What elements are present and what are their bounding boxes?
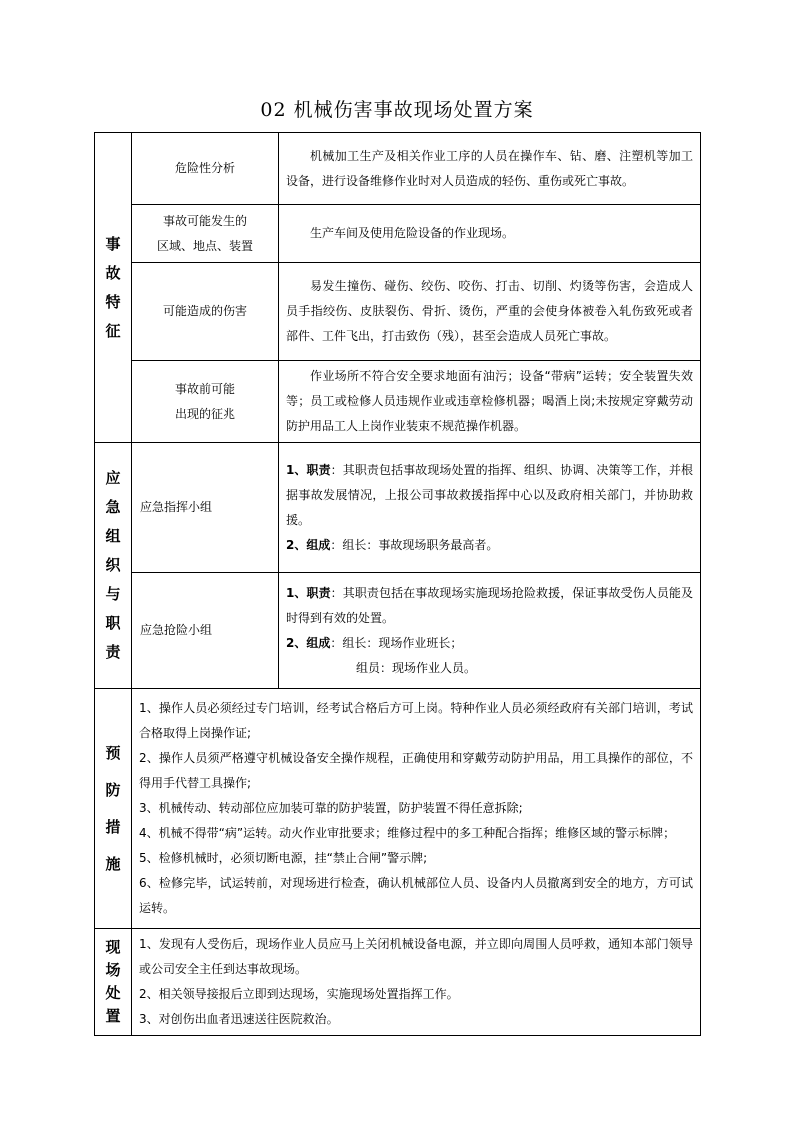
emergency-plan-table xyxy=(94,132,701,1036)
warning-signs-text: 作业场所不符合安全要求地面有油污；设备“带病”运转；安全装置失效等；员工或检修人员违规作业或违章检修机器；喝酒上岗;未按规定穿戴劳动防护用品工人上岗作业装束不规范操作机器。 xyxy=(279,361,701,443)
table-row xyxy=(95,133,701,205)
section-label-accident-features: 事 故 特 征 xyxy=(95,133,132,443)
group-command-details: 1、职责：其职责包括事故现场处置的指挥、组织、协调、决策等工作，并根据事故发展情况，上报公司事故救援指挥中心以及政府相关部门，并协助救援。 2、组成：组长：事故现场职务最高者。 xyxy=(279,443,701,573)
onsite-handling xyxy=(132,929,701,1036)
category-hazard-analysis: 危险性分析 xyxy=(132,133,279,205)
list-item: 2、操作人员须严格遵守机械设备安全操作规程，正确使用和穿戴劳动防护用品，用工具操作的部位，不得用手代替工具操作; xyxy=(139,751,694,790)
list-item: 1、发现有人受伤后，现场作业人员应马上关闭机械设备电源，并立即向周围人员呼救，通知本部门领导或公司安全主任到达事故现场。 xyxy=(139,937,694,976)
hazard-analysis-text: 机械加工生产及相关作业工序的人员在操作车、钻、磨、注塑机等加工设备，进行设备维修作业时对人员造成的轻伤、重伤或死亡事故。 xyxy=(279,133,701,205)
table-row xyxy=(95,361,701,443)
list-item: 3、对创伤出血者迅速送往医院救治。 xyxy=(139,1012,339,1026)
location-text: 生产车间及使用危险设备的作业现场。 xyxy=(279,205,701,263)
possible-injury-text: 易发生撞伤、碰伤、绞伤、咬伤、打击、切削、灼烫等伤害，会造成人员手指绞伤、皮肤裂伤、骨折、烫伤，严重的会使身体被卷入轧伤致死或者部件、工件飞出，打击致伤（残），甚至会造成人员死亡事故。 xyxy=(279,263,701,361)
category-warning-signs: 事故前可能 出现的征兆 xyxy=(132,361,279,443)
category-location: 事故可能发生的 区域、地点、装置 xyxy=(132,205,279,263)
section-label-prevention: 预 防 措 施 xyxy=(95,689,132,929)
section-label-onsite: 现 场 处 置 xyxy=(95,929,132,1036)
list-item: 2、相关领导接报后立即到达现场，实施现场处置指挥工作。 xyxy=(139,987,459,1001)
list-item: 1、操作人员必须经过专门培训，经考试合格后方可上岗。特种作业人员必须经政府有关部门培训，考试合格取得上岗操作证; xyxy=(139,701,694,740)
group-name-command: 应急指挥小组 xyxy=(132,443,279,573)
section-label-emergency-org: 应 急 组 织 与 职 责 xyxy=(95,443,132,689)
table-row xyxy=(95,263,701,361)
list-item: 5、检修机械时，必须切断电源，挂“禁止合闸”警示牌; xyxy=(139,851,428,865)
group-name-rescue: 应急抢险小组 xyxy=(132,573,279,689)
list-item: 6、检修完毕，试运转前，对现场进行检查，确认机械部位人员、设备内人员撤离到安全的地方，方可试运转。 xyxy=(139,876,694,915)
table-row xyxy=(95,929,701,1036)
table-row xyxy=(95,205,701,263)
table-row xyxy=(95,443,701,573)
category-possible-injury: 可能造成的伤害 xyxy=(132,263,279,361)
group-rescue-details: 1、职责：其职责包括在事故现场实施现场抢险救援，保证事故受伤人员能及时得到有效的处置。 2、组成：组长：现场作业班长； 组员：现场作业人员。 xyxy=(279,573,701,689)
table-row xyxy=(95,573,701,689)
table-row xyxy=(95,689,701,929)
prevention-measures xyxy=(132,689,701,929)
page-title: 02 机械伤害事故现场处置方案 xyxy=(260,99,534,121)
list-item: 3、机械传动、转动部位应加装可靠的防护装置，防护装置不得任意拆除; xyxy=(139,801,523,815)
list-item: 4、机械不得带“病”运转。动火作业审批要求；维修过程中的多工种配合指挥；维修区域的警示标牌； xyxy=(139,826,676,840)
